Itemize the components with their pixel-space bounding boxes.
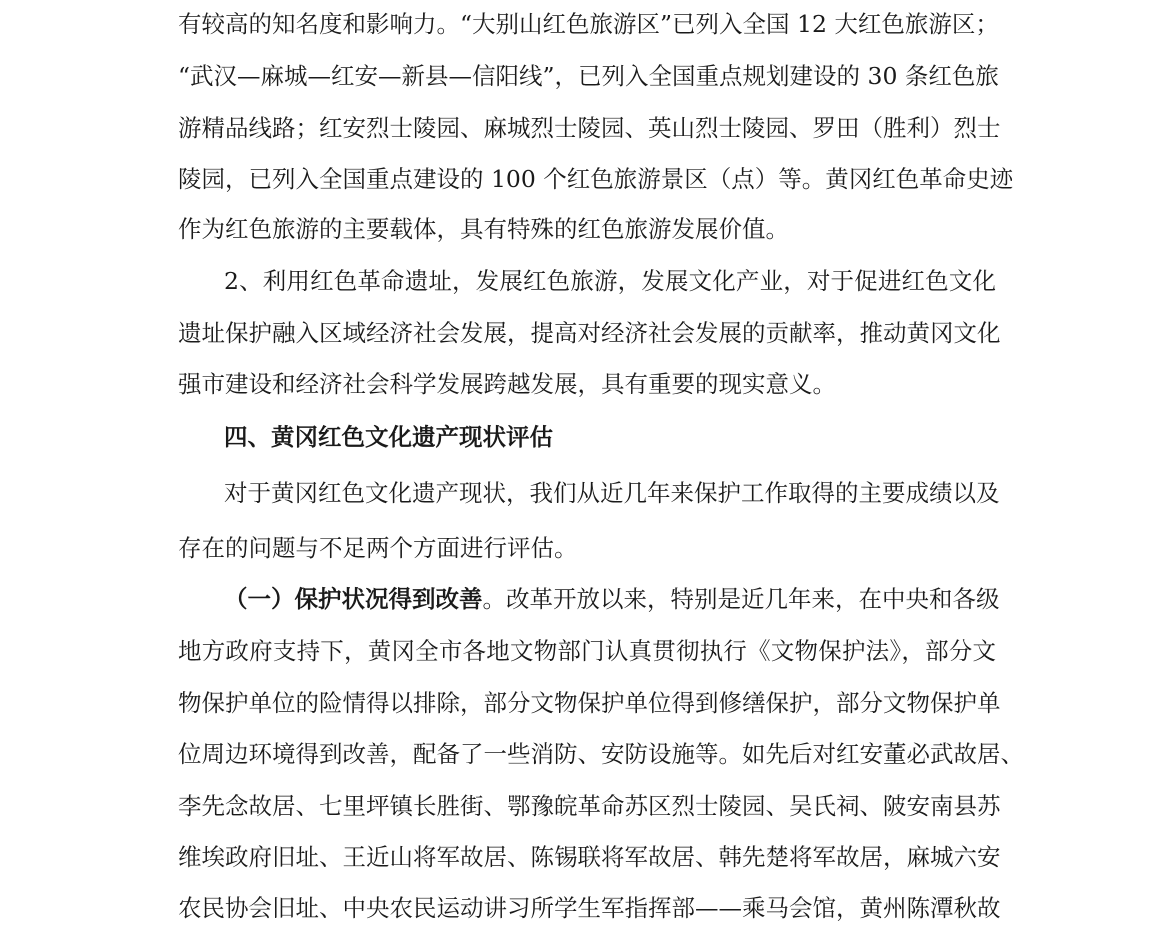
paragraph-line: 维埃政府旧址、王近山将军故居、陈锡联将军故居、韩先楚将军故居，麻城六安 [178, 843, 1001, 871]
subsection-text: 。改革开放以来，特别是近几年来，在中央和各级 [482, 585, 1000, 613]
paragraph-line: 存在的问题与不足两个方面进行评估。 [178, 534, 578, 562]
paragraph-line: 陵园，已列入全国重点建设的 100 个红色旅游景区（点）等。黄冈红色革命史迹 [178, 165, 1014, 193]
paragraph-line: 农民协会旧址、中央农民运动讲习所学生军指挥部——乘马会馆，黄州陈潭秋故 [178, 894, 1001, 922]
paragraph-line: 李先念故居、七里坪镇长胜街、鄂豫皖革命苏区烈士陵园、吴氏祠、陂安南县苏 [178, 792, 1001, 820]
paragraph-line: 地方政府支持下，黄冈全市各地文物部门认真贯彻执行《文物保护法》，部分文 [178, 637, 996, 665]
paragraph-line: “武汉—麻城—红安—新县—信阳线”，已列入全国重点规划建设的 30 条红色旅 [178, 62, 999, 90]
paragraph-line: 位周边环境得到改善，配备了一些消防、安防设施等。如先后对红安董必武故居、 [178, 740, 1024, 768]
paragraph-line: 游精品线路；红安烈士陵园、麻城烈士陵园、英山烈士陵园、罗田（胜利）烈士 [178, 114, 1001, 142]
paragraph-line: 物保护单位的险情得以排除，部分文物保护单位得到修缮保护，部分文物保护单 [178, 689, 1001, 717]
paragraph-line: 作为红色旅游的主要载体，具有特殊的红色旅游发展价值。 [178, 215, 789, 243]
paragraph-line: 遗址保护融入区域经济社会发展，提高对经济社会发展的贡献率，推动黄冈文化 [178, 319, 1001, 347]
paragraph-line: 强市建设和经济社会科学发展跨越发展，具有重要的现实意义。 [178, 370, 836, 398]
section-heading: 四、黄冈红色文化遗产现状评估 [224, 423, 553, 451]
paragraph-line: 2、利用红色革命遗址，发展红色旅游，发展文化产业，对于促进红色文化 [224, 267, 996, 295]
subsection-heading: （一）保护状况得到改善 [224, 585, 483, 613]
paragraph-line: 对于黄冈红色文化遗产现状，我们从近几年来保护工作取得的主要成绩以及 [224, 479, 1000, 507]
subsection-line [224, 584, 1000, 614]
paragraph-line: 有较高的知名度和影响力。“大别山红色旅游区”已列入全国 12 大红色旅游区； [178, 10, 999, 38]
